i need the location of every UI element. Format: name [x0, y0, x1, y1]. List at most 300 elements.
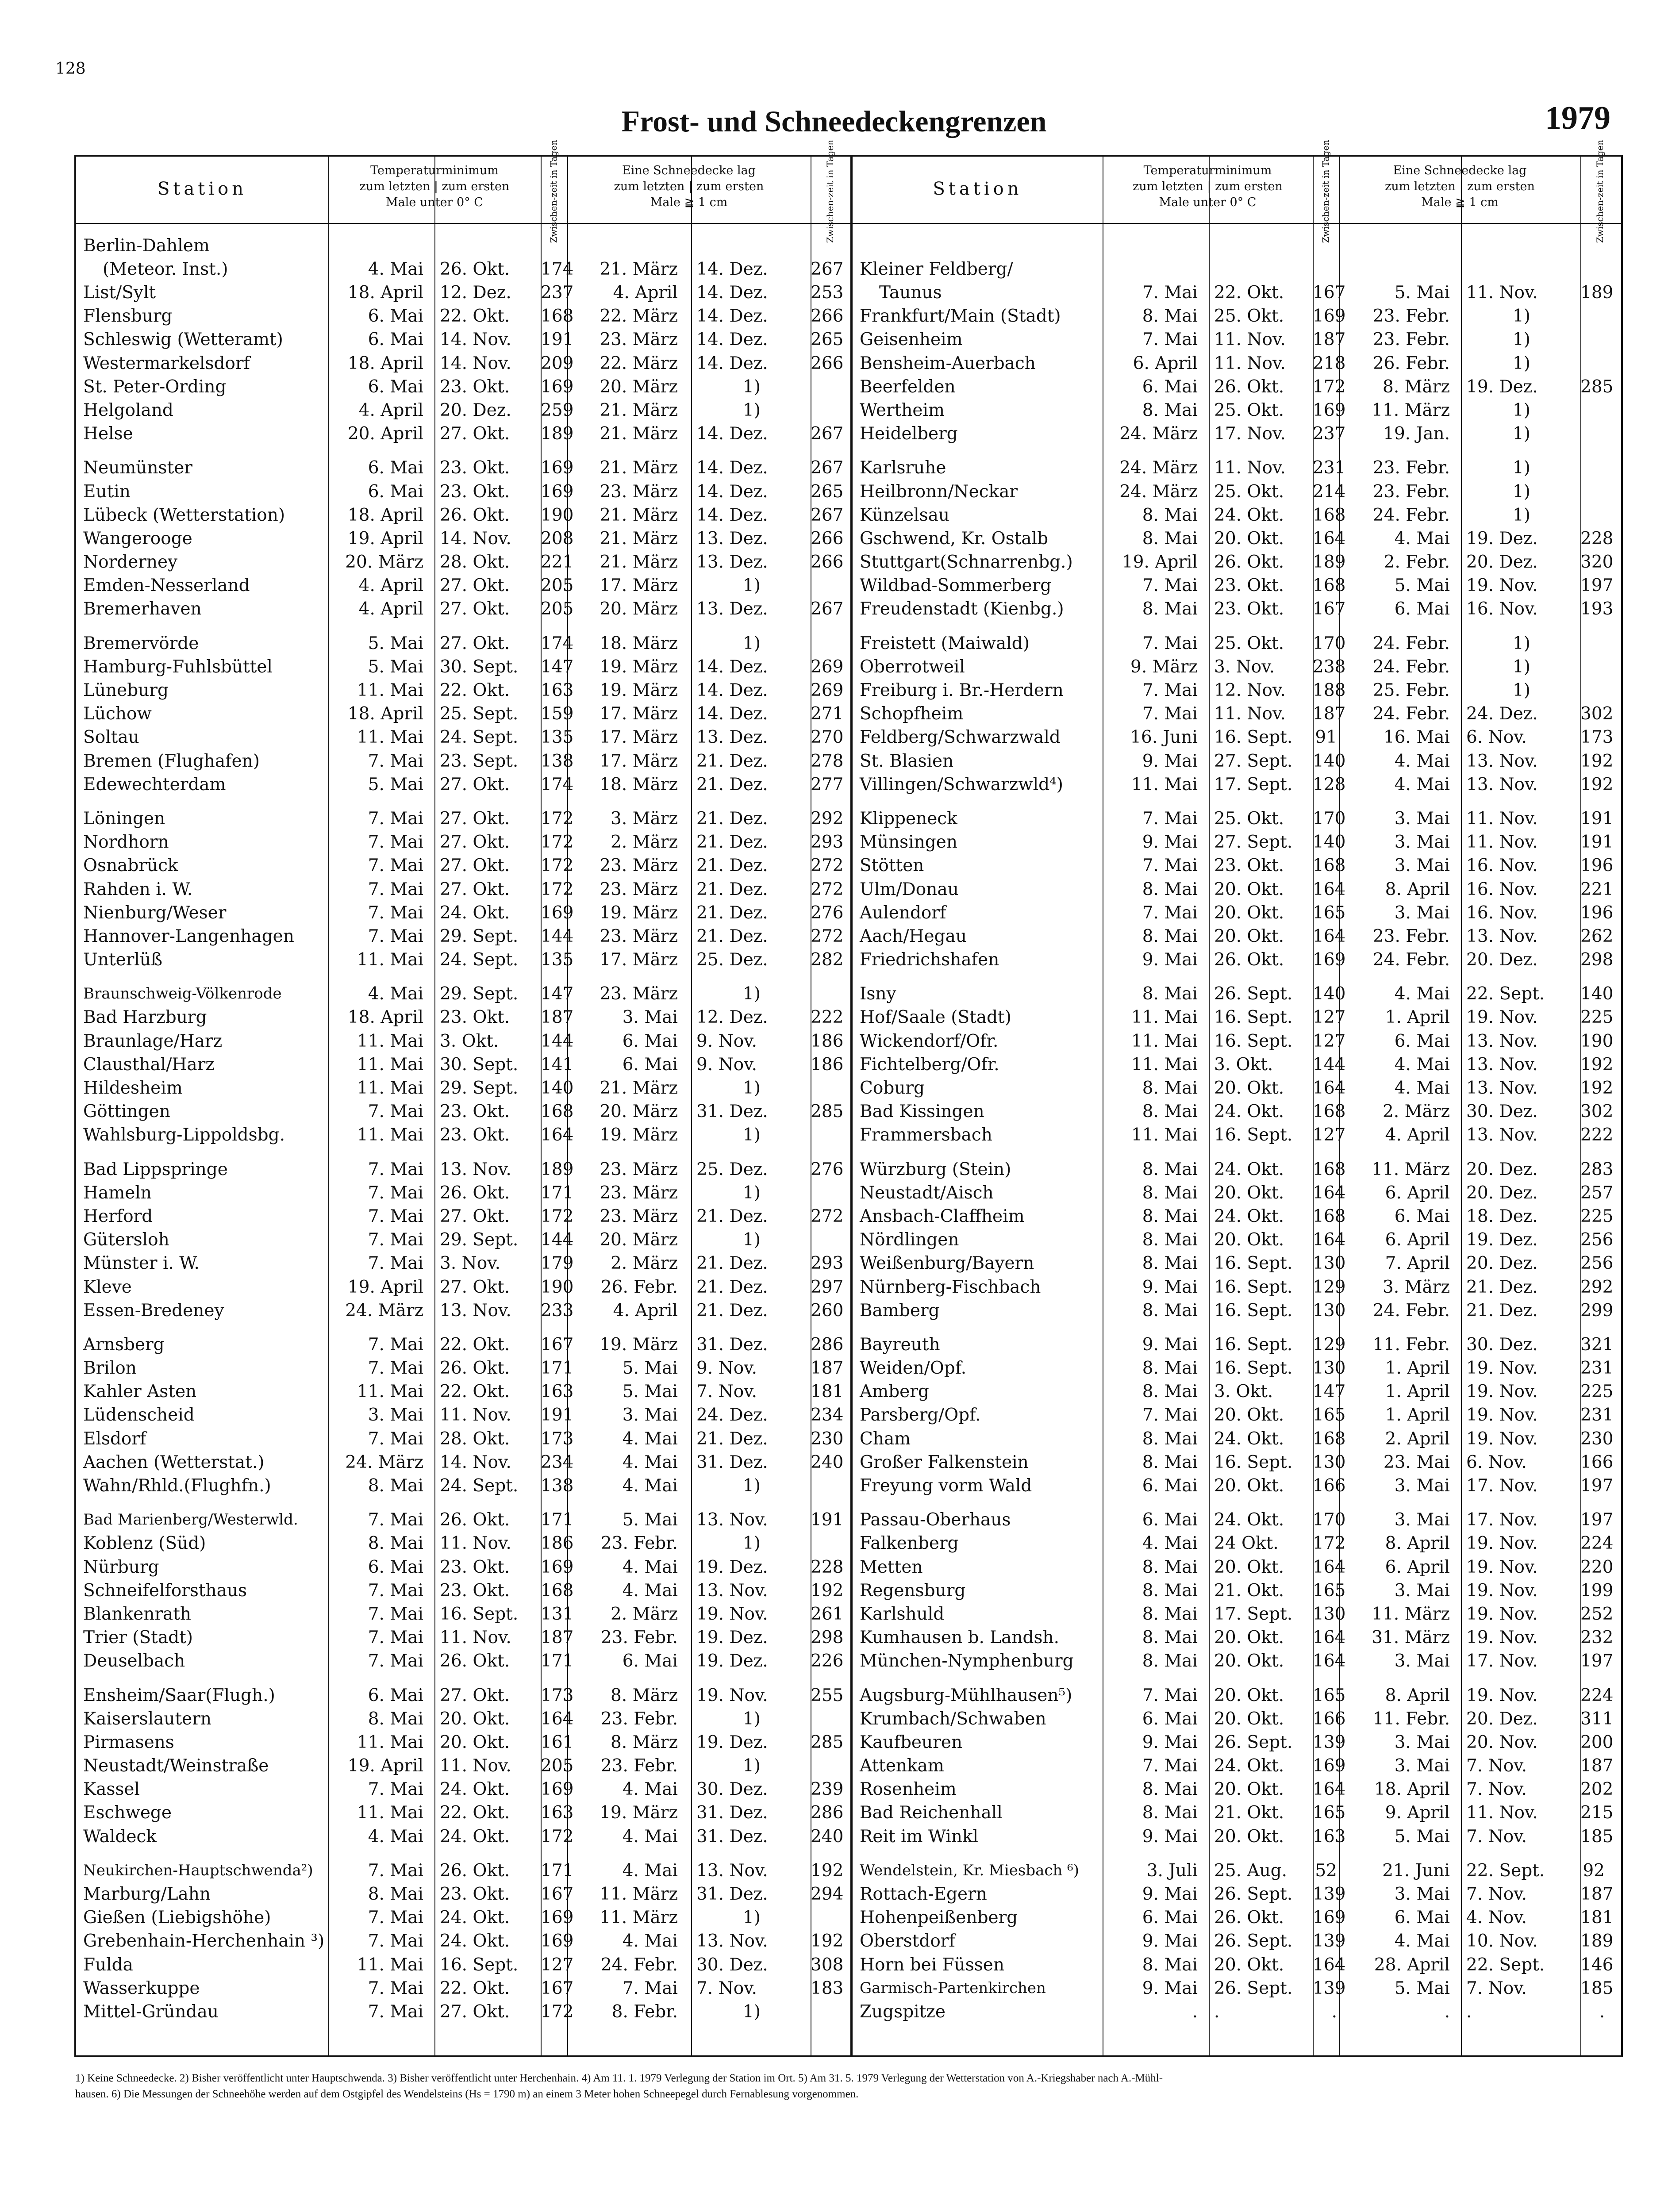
- temp-last: 7. Mai: [1142, 856, 1198, 876]
- table-row: [76, 1029, 850, 1053]
- table-row: [853, 1029, 1621, 1053]
- station-name: Gießen (Liebigshöhe): [83, 1908, 271, 1928]
- station-name: Kaiserslautern: [83, 1709, 211, 1729]
- table-row: [853, 1053, 1621, 1076]
- gap-days-temp: 140: [1313, 984, 1346, 1004]
- station-name: Wildbad-Sommerberg: [860, 576, 1052, 596]
- temp-last: 9. Mai: [1142, 950, 1198, 970]
- table-row: [76, 1252, 850, 1275]
- gap-days-snow: 192: [1580, 774, 1614, 795]
- gap-days-snow: 270: [811, 727, 844, 748]
- snow-first: 19. Dez.: [696, 1732, 768, 1752]
- gap-days-snow: 192: [1580, 751, 1614, 771]
- table-row: [853, 925, 1621, 948]
- gap-days-temp: 168: [1313, 1206, 1346, 1226]
- gap-days-snow: 190: [1580, 1031, 1614, 1051]
- station-name-cont: (Meteor. Inst.): [103, 259, 228, 279]
- table-row: [76, 304, 850, 328]
- gap-days-snow: 185: [1580, 1978, 1614, 1998]
- snow-last: 23. März: [600, 926, 678, 946]
- station-name: Bremen (Flughafen): [83, 751, 260, 771]
- gap-days-temp: 165: [1313, 1405, 1346, 1425]
- table-row: [853, 749, 1621, 773]
- temp-first: 21. Okt.: [1214, 1580, 1284, 1601]
- gap-days-temp: 205: [541, 576, 574, 596]
- gap-days-temp: 140: [1313, 751, 1346, 771]
- table-row: [76, 1299, 850, 1322]
- table-row: [853, 1754, 1621, 1778]
- table-row: [76, 1532, 850, 1555]
- snow-last: 23. März: [600, 330, 678, 350]
- snow-last: 8. April: [1385, 1685, 1450, 1705]
- gap-days-snow: 186: [811, 1031, 844, 1051]
- temp-first: 23. Okt.: [440, 1102, 510, 1122]
- table-row: [76, 422, 850, 445]
- temp-last: 7. Mai: [368, 1779, 423, 1800]
- gap-days-snow: 215: [1580, 1803, 1614, 1823]
- table-row: [76, 1801, 850, 1824]
- snow-first: 14. Dez.: [696, 259, 768, 279]
- table-row: [853, 1181, 1621, 1205]
- table-row: [76, 1508, 850, 1532]
- snow-first: 1): [1512, 657, 1531, 677]
- snow-first: 1): [742, 984, 761, 1004]
- snow-last: 23. Febr.: [1372, 306, 1450, 326]
- gap-days-snow: 252: [1580, 1604, 1614, 1624]
- gap-days-temp: 164: [1313, 879, 1346, 899]
- temp-first: 14. Nov.: [440, 353, 511, 373]
- temp-first: 24. Sept.: [440, 1476, 519, 1496]
- row-spacer: [853, 1498, 1621, 1508]
- temp-first: 25. Okt.: [1214, 400, 1284, 420]
- temp-first: 26. Sept.: [1214, 1978, 1293, 1998]
- station-name: Freistett (Maiwald): [860, 633, 1030, 653]
- temp-last: 8. Mai: [1142, 1803, 1198, 1823]
- gap-days-temp: 208: [541, 528, 574, 549]
- gap-days-temp: 233: [541, 1300, 574, 1321]
- snow-last: 3. Mai: [1394, 1510, 1450, 1530]
- gap-days-temp: 188: [1313, 680, 1346, 700]
- snow-first: 21. Dez.: [696, 1206, 768, 1226]
- snow-last: 23. März: [600, 879, 678, 899]
- snow-first: 21. Dez.: [696, 774, 768, 795]
- snow-last: 19. März: [600, 1334, 678, 1355]
- station-name: Neustadt/Aisch: [860, 1183, 994, 1203]
- temp-last: 8. Mai: [1142, 1452, 1198, 1472]
- gap-days-temp: 221: [541, 552, 574, 572]
- snow-first: 7. Nov.: [1466, 1884, 1527, 1904]
- gap-days-temp: 169: [541, 376, 574, 397]
- snow-last: 17. März: [600, 576, 678, 596]
- gap-days-snow: 202: [1580, 1779, 1614, 1800]
- temp-first: 26. Sept.: [1214, 984, 1293, 1004]
- temp-first: 11. Nov.: [1214, 353, 1286, 373]
- temp-last: 7. Mai: [1142, 704, 1198, 724]
- temp-first: 24. Okt.: [440, 902, 510, 923]
- temp-last: 3. Juli: [1146, 1860, 1198, 1881]
- snow-first: 19. Nov.: [1466, 576, 1538, 596]
- station-name: Nürburg: [83, 1557, 159, 1577]
- gap-days-temp: 127: [541, 1955, 574, 1975]
- snow-last: 3. Mai: [1394, 832, 1450, 853]
- snow-last: 19. März: [600, 680, 678, 700]
- header-gap-days-snow-right: Zwischen-zeit in Tagen: [1595, 139, 1606, 243]
- gap-days-temp: 91: [1315, 727, 1337, 748]
- snow-last: 17. März: [600, 727, 678, 748]
- temp-last: 7. Mai: [1142, 808, 1198, 829]
- temp-first: 16. Sept.: [440, 1955, 519, 1975]
- gap-days-temp: 129: [1313, 1334, 1346, 1355]
- snow-first: 13. Nov.: [1466, 751, 1538, 771]
- table-row: [76, 1006, 850, 1029]
- gap-days-temp: 130: [1313, 1604, 1346, 1624]
- temp-last: 8. Mai: [1142, 1429, 1198, 1449]
- temp-last: 7. Mai: [368, 879, 423, 899]
- table-row: [76, 352, 850, 375]
- snow-first: 1): [742, 1230, 761, 1250]
- station-name: Helgoland: [83, 400, 173, 420]
- temp-first: 25. Okt.: [1214, 481, 1284, 502]
- station-name: Fichtelberg/Ofr.: [860, 1054, 999, 1075]
- snow-first: 1): [1512, 680, 1531, 700]
- temp-first: 29. Sept.: [440, 1078, 519, 1098]
- table-row: [76, 1882, 850, 1906]
- snow-last: 3. Mai: [1394, 1756, 1450, 1776]
- snow-first: 20. Dez.: [1466, 1253, 1538, 1274]
- temp-first: 20. Okt.: [1214, 528, 1284, 549]
- temp-first: 27. Sept.: [1214, 751, 1293, 771]
- station-name: Stuttgart(Schnarrenbg.): [860, 552, 1073, 572]
- station-name: Elsdorf: [83, 1429, 146, 1449]
- temp-last: 7. Mai: [368, 1334, 423, 1355]
- gap-days-temp: 190: [541, 505, 574, 525]
- snow-last: 3. Mai: [1394, 902, 1450, 923]
- snow-first: 19. Dez.: [696, 1557, 768, 1577]
- temp-last: 8. Mai: [1142, 1580, 1198, 1601]
- row-spacer: [76, 1498, 850, 1508]
- station-name: Helse: [83, 424, 133, 444]
- snow-first: 19. Nov.: [696, 1604, 768, 1624]
- snow-first: 16. Nov.: [1466, 856, 1538, 876]
- temp-first: 24. Okt.: [1214, 1102, 1284, 1122]
- station-name: Künzelsau: [860, 505, 949, 525]
- table-row: [76, 328, 850, 351]
- snow-first: 9. Nov.: [696, 1054, 757, 1075]
- gap-days-snow: 253: [811, 283, 844, 303]
- temp-first: 16. Sept.: [1214, 1452, 1293, 1472]
- temp-first: 29. Sept.: [440, 926, 519, 946]
- snow-first: 7. Nov.: [1466, 1978, 1527, 1998]
- station-name: Löningen: [83, 808, 165, 829]
- table-row: [76, 456, 850, 480]
- snow-first: 21. Dez.: [696, 808, 768, 829]
- table-row: [853, 352, 1621, 375]
- snow-first: 1): [742, 1533, 761, 1554]
- snow-last: 4. Mai: [622, 1580, 678, 1601]
- row-spacer: [853, 621, 1621, 632]
- snow-last: 24. Febr.: [1372, 505, 1450, 525]
- temp-last: 9. Mai: [1142, 1884, 1198, 1904]
- table-row: [76, 1906, 850, 1929]
- temp-first: 3. Nov.: [1214, 657, 1275, 677]
- table-row: [76, 655, 850, 679]
- snow-first: 19. Nov.: [1466, 1405, 1538, 1425]
- temp-first: 3. Okt.: [1214, 1054, 1273, 1075]
- gap-days-temp: 139: [1313, 1884, 1346, 1904]
- snow-last: 23. März: [600, 1159, 678, 1179]
- temp-last: 7. Mai: [368, 1860, 423, 1881]
- snow-first: 14. Dez.: [696, 330, 768, 350]
- gap-days-temp: 169: [541, 1931, 574, 1951]
- station-name: Ansbach-Claffheim: [860, 1206, 1025, 1226]
- gap-days-temp: 168: [1313, 1159, 1346, 1179]
- snow-last: 11. März: [1372, 1604, 1450, 1624]
- station-name: Braunschweig-Völkenrode: [83, 985, 282, 1003]
- snow-last: 23. März: [600, 856, 678, 876]
- gap-days-temp: 164: [1313, 1183, 1346, 1203]
- station-name: Attenkam: [860, 1756, 944, 1776]
- snow-first: 11. Nov.: [1466, 832, 1538, 853]
- snow-last: 8. März: [611, 1685, 678, 1705]
- snow-first: 19. Dez.: [696, 1628, 768, 1648]
- table-row: [853, 807, 1621, 830]
- snow-first: 20. Dez.: [1466, 1183, 1538, 1203]
- table-row: [853, 1731, 1621, 1754]
- temp-last: 19. April: [347, 528, 423, 549]
- temp-first: 20. Okt.: [1214, 1685, 1284, 1705]
- gap-days-snow: 298: [1580, 950, 1614, 970]
- table-row: [76, 1859, 850, 1882]
- temp-first: 24. Okt.: [440, 1826, 510, 1847]
- temp-last: 6. April: [1133, 353, 1198, 373]
- row-spacer: [76, 1147, 850, 1158]
- gap-days-snow: 240: [811, 1452, 844, 1472]
- snow-last: 4. Mai: [1394, 1078, 1450, 1098]
- snow-first: 4. Nov.: [1466, 1908, 1527, 1928]
- temp-first: 11. Nov.: [440, 1628, 511, 1648]
- station-name: Horn bei Füssen: [860, 1955, 1004, 1975]
- gap-days-temp: 172: [541, 879, 574, 899]
- gap-days-temp: 138: [541, 751, 574, 771]
- gap-days-snow: 285: [811, 1102, 844, 1122]
- snow-last: 11. März: [1372, 1159, 1450, 1179]
- temp-last: 8. Mai: [1142, 1955, 1198, 1975]
- snow-last: 23. Febr.: [600, 1628, 678, 1648]
- gap-days-temp: 168: [1313, 1102, 1346, 1122]
- temp-first: 26. Okt.: [440, 505, 510, 525]
- table-right-half: [853, 139, 1621, 2055]
- station-name: Hamburg-Fuhlsbüttel: [83, 657, 273, 677]
- snow-first: 7. Nov.: [1466, 1779, 1527, 1800]
- gap-days-snow: 285: [811, 1732, 844, 1752]
- table-row: [76, 1778, 850, 1801]
- station-name: Wendelstein, Kr. Miesbach ⁶): [860, 1861, 1080, 1879]
- station-name: Kassel: [83, 1779, 140, 1800]
- header-station: Station: [157, 179, 247, 199]
- snow-last: 4. Mai: [622, 1779, 678, 1800]
- gap-days-temp: 209: [541, 353, 574, 373]
- temp-last: 6. Mai: [1142, 1510, 1198, 1530]
- temp-first: 24 Okt.: [1214, 1533, 1279, 1554]
- table-row: [853, 375, 1621, 399]
- gap-days-snow: 222: [811, 1007, 844, 1028]
- row-spacer: [76, 621, 850, 632]
- snow-first: 13. Nov.: [1466, 774, 1538, 795]
- snow-last: 23. Febr.: [1372, 926, 1450, 946]
- temp-first: 22. Okt.: [440, 1978, 510, 1998]
- gap-days-snow: 224: [1580, 1685, 1614, 1705]
- gap-days-temp: 189: [1313, 552, 1346, 572]
- temp-first: 20. Okt.: [1214, 1628, 1284, 1648]
- snow-first: .: [1466, 2001, 1472, 2022]
- station-name: Freiburg i. Br.-Herdern: [860, 680, 1064, 700]
- snow-last: 2. März: [611, 1253, 678, 1274]
- temp-last: 7. Mai: [368, 1978, 423, 1998]
- gap-days-temp: 167: [541, 1884, 574, 1904]
- station-name: Würzburg (Stein): [860, 1159, 1011, 1179]
- station-name: Flensburg: [83, 306, 173, 326]
- snow-first: 7. Nov.: [1466, 1756, 1527, 1776]
- snow-first: 17. Nov.: [1466, 1651, 1538, 1671]
- table-row: [76, 1333, 850, 1356]
- snow-first: 14. Dez.: [696, 704, 768, 724]
- snow-first: 1): [742, 1183, 761, 1203]
- row-spacer: [853, 445, 1621, 456]
- gap-days-temp: 172: [541, 832, 574, 853]
- temp-first: 23. Okt.: [1214, 856, 1284, 876]
- table-row: [853, 574, 1621, 597]
- temp-last: 8. Mai: [368, 1884, 423, 1904]
- gap-days-snow: 183: [811, 1978, 844, 1998]
- snow-last: 21. Juni: [1382, 1860, 1450, 1881]
- table-row: [853, 1977, 1621, 2000]
- gap-days-snow: 222: [1580, 1125, 1614, 1145]
- snow-last: 20. März: [600, 1230, 678, 1250]
- table-row: [76, 527, 850, 550]
- snow-first: 21. Dez.: [696, 1429, 768, 1449]
- temp-first: 26. Okt.: [1214, 1908, 1284, 1928]
- snow-first: 14. Dez.: [696, 481, 768, 502]
- gap-days-snow: 225: [1580, 1007, 1614, 1028]
- snow-last: .: [1444, 2001, 1450, 2022]
- snow-first: 22. Sept.: [1466, 1955, 1545, 1975]
- snow-first: 12. Dez.: [696, 1007, 768, 1028]
- snow-first: 31. Dez.: [696, 1884, 768, 1904]
- temp-first: 26. Okt.: [440, 1510, 510, 1530]
- table-row: [853, 679, 1621, 702]
- station-name: Kleiner Feldberg/: [860, 259, 1013, 280]
- snow-last: 6. Mai: [1394, 1908, 1450, 1928]
- snow-last: 3. Mai: [1394, 808, 1450, 829]
- gap-days-snow: 146: [1580, 1955, 1614, 1975]
- snow-first: 1): [742, 1709, 761, 1729]
- temp-last: 7. Mai: [368, 1628, 423, 1648]
- gap-days-snow: 256: [1580, 1253, 1614, 1274]
- station-name: Neustadt/Weinstraße: [83, 1756, 269, 1776]
- temp-first: 27. Okt.: [440, 808, 510, 829]
- gap-days-temp: 52: [1315, 1860, 1337, 1881]
- temp-last: 8. Mai: [1142, 306, 1198, 326]
- temp-last: 24. März: [345, 1300, 423, 1321]
- table-row: [76, 1707, 850, 1731]
- snow-first: 20. Dez.: [1466, 1709, 1538, 1729]
- temp-first: 23. Okt.: [1214, 599, 1284, 619]
- gap-days-snow: 267: [811, 505, 844, 525]
- gap-days-temp: 168: [1313, 1429, 1346, 1449]
- snow-last: 1. April: [1385, 1358, 1450, 1379]
- station-name: Bensheim-Auerbach: [860, 353, 1036, 373]
- snow-first: 13. Nov.: [1466, 926, 1538, 946]
- gap-days-temp: 147: [1313, 1382, 1346, 1402]
- table-row: [853, 1626, 1621, 1649]
- temp-last: 6. Mai: [368, 330, 423, 350]
- snow-first: 31. Dez.: [696, 1803, 768, 1823]
- snow-last: 2. April: [1385, 1429, 1450, 1449]
- table-row: [76, 375, 850, 399]
- table-row: [853, 1275, 1621, 1299]
- temp-first: 3. Okt.: [440, 1031, 499, 1051]
- gap-days-temp: 186: [541, 1533, 574, 1554]
- gap-days-temp: 139: [1313, 1931, 1346, 1951]
- station-name: Krumbach/Schwaben: [860, 1709, 1046, 1729]
- temp-first: 22. Okt.: [440, 306, 510, 326]
- table-row: [853, 1825, 1621, 1848]
- snow-first: 21. Dez.: [1466, 1277, 1538, 1297]
- snow-last: 19. März: [600, 1125, 678, 1145]
- temp-last: 7. Mai: [368, 1931, 423, 1951]
- snow-last: 1. April: [1385, 1007, 1450, 1028]
- snow-first: 30. Dez.: [1466, 1102, 1538, 1122]
- temp-last: 7. Mai: [1142, 1756, 1198, 1776]
- table-row: [853, 854, 1621, 877]
- gap-days-temp: 164: [1313, 528, 1346, 549]
- header-gap-days-right: Zwischen-zeit in Tagen: [1320, 139, 1331, 243]
- gap-days-temp: 172: [541, 856, 574, 876]
- snow-first: 14. Dez.: [696, 458, 768, 478]
- table-row: [853, 1228, 1621, 1252]
- snow-last: 4. Mai: [622, 1429, 678, 1449]
- station-name: Wickendorf/Ofr.: [860, 1031, 999, 1051]
- temp-last: 8. Mai: [1142, 984, 1198, 1004]
- gap-days-snow: 189: [1580, 283, 1614, 303]
- gap-days-snow: 199: [1580, 1580, 1614, 1601]
- temp-last: 20. April: [347, 424, 423, 444]
- snow-first: 14. Dez.: [696, 505, 768, 525]
- gap-days-snow: 267: [811, 599, 844, 619]
- snow-last: 5. Mai: [1394, 1978, 1450, 1998]
- temp-first: 24. Sept.: [440, 727, 519, 748]
- snow-last: 1. April: [1385, 1405, 1450, 1425]
- snow-last: 5. Mai: [1394, 1826, 1450, 1847]
- gap-days-snow: 293: [811, 832, 844, 853]
- station-name: St. Blasien: [860, 751, 954, 771]
- table-row: [76, 1158, 850, 1181]
- snow-last: 3. Mai: [1394, 1884, 1450, 1904]
- snow-first: 1): [742, 633, 761, 653]
- station-name: Feldberg/Schwarzwald: [860, 727, 1061, 748]
- temp-first: 27. Okt.: [440, 774, 510, 795]
- temp-first: 11. Nov.: [440, 1756, 511, 1776]
- table-row: [853, 1649, 1621, 1673]
- station-name: Beerfelden: [860, 376, 956, 397]
- snow-last: 4. Mai: [622, 1557, 678, 1577]
- snow-last: 6. Mai: [1394, 1206, 1450, 1226]
- table-row: [853, 304, 1621, 328]
- table-row: [853, 1205, 1621, 1228]
- temp-first: 30. Sept.: [440, 1054, 519, 1075]
- snow-first: 13. Dez.: [696, 599, 768, 619]
- snow-last: 22. März: [600, 353, 678, 373]
